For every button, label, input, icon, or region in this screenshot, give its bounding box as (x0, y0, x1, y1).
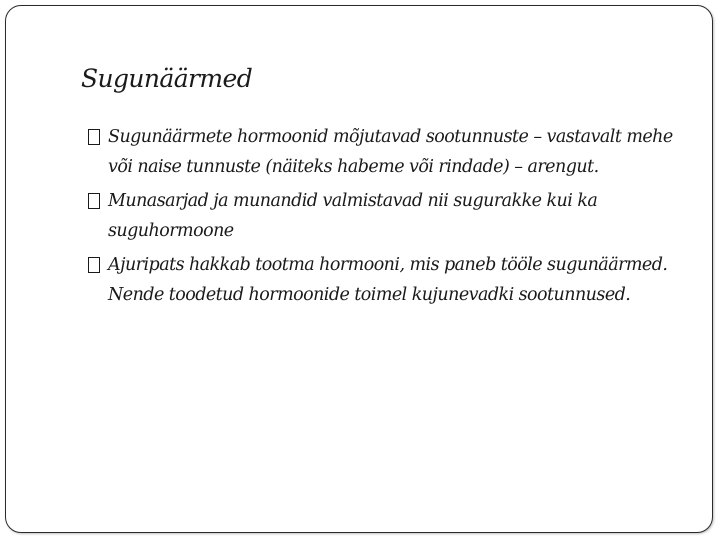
bullet-box-icon (88, 129, 100, 145)
bullet-text: Sugunäärmete hormoonid mõjutavad sootunnuste – vastavalt mehe või naise tunnuste (näiteks habeme või rindade) – arengut. (108, 127, 673, 177)
slide-title: Sugunäärmed (81, 64, 253, 93)
bullet-text: Munasarjad ja munandid valmistavad nii sugurakke kui ka suguhormoone (108, 191, 598, 241)
slide-frame (5, 5, 713, 533)
bullet-text: Ajuripats hakkab tootma hormooni, mis paneb tööle sugunäärmed. Nende toodetud hormoonide toimel kujunevadki sootunnused. (108, 255, 668, 305)
bullet-list (86, 122, 696, 314)
bullet-item (86, 122, 696, 182)
bullet-item (86, 186, 696, 246)
bullet-box-icon (88, 257, 100, 273)
bullet-item (86, 250, 696, 310)
bullet-box-icon (88, 193, 100, 209)
